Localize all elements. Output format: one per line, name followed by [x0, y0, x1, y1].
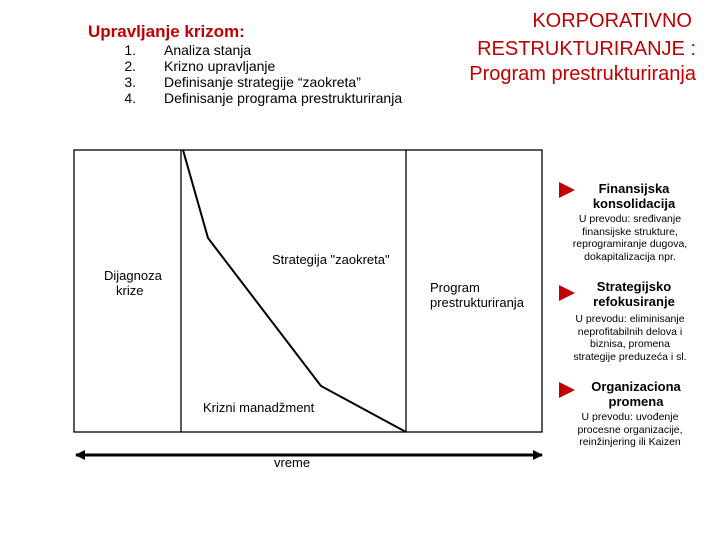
section-desc-line: reinžinjering ili Kaizen — [579, 436, 681, 448]
section-title-line1: Organizaciona — [591, 379, 681, 394]
section-desc-line: finansijske strukture, — [582, 225, 678, 238]
arrow-icon — [559, 182, 575, 198]
strategy-label: Strategija "zaokreta" — [272, 252, 390, 267]
section-title-line1: Finansijska — [598, 181, 670, 196]
diagnosis-label-line1: Dijagnoza — [104, 268, 162, 283]
section-title-line2: konsolidacija — [592, 196, 676, 211]
section-desc-line: biznisa, promena — [590, 338, 670, 350]
restructuring-title-line2: RESTRUKTURIRANJE : — [477, 38, 696, 60]
list-item-number: 4. — [124, 90, 136, 106]
list-item-number: 1. — [124, 42, 136, 58]
section-desc-line: U prevodu: uvođenje — [581, 411, 679, 423]
section-title-line1: Strategijsko — [596, 279, 672, 294]
restructuring-title-line3: Program prestrukturiranja — [469, 63, 696, 85]
section-strategic-title — [574, 279, 694, 309]
section-strategic-desc — [558, 313, 702, 363]
list-item-text: Definisanje programa prestrukturiranja — [164, 90, 403, 106]
section-desc-line: neprofitabilnih delova i — [577, 325, 683, 338]
crisis-curve — [183, 150, 406, 432]
list-item-number: 3. — [124, 74, 136, 90]
arrow-icon — [559, 285, 575, 301]
diagnosis-label-line2: krize — [116, 283, 144, 298]
section-financial-desc — [558, 213, 702, 263]
list-item-text: Analiza stanja — [164, 42, 252, 58]
section-title-line2: refokusiranje — [593, 294, 675, 309]
section-organizational-desc — [558, 411, 702, 449]
crisis-management-heading: Upravljanje krizom: — [88, 22, 245, 41]
section-desc-line: dokapitalizacija npr. — [584, 250, 676, 263]
program-label — [430, 280, 540, 310]
program-label-line2: prestrukturiranja — [430, 295, 524, 310]
section-desc-line: procesne organizacije, — [577, 423, 683, 436]
list-item-text: Definisanje strategije “zaokreta” — [164, 74, 361, 90]
restructuring-title-line1: KORPORATIVNO — [532, 10, 692, 32]
section-financial-title — [574, 181, 694, 211]
list-item-text: Krizno upravljanje — [164, 58, 276, 74]
time-label: vreme — [274, 455, 311, 470]
section-desc-line: U prevodu: eliminisanje — [575, 313, 685, 325]
section-organizational-title — [574, 379, 698, 409]
arrow-icon — [559, 382, 575, 398]
section-desc-line: reprogramiranje dugova, — [572, 238, 688, 250]
crisis-management-label: Krizni manadžment — [203, 400, 315, 415]
program-label-line1: Program — [430, 280, 480, 295]
section-title-line2: promena — [608, 394, 664, 409]
section-desc-line: strategije preduzeća i sl. — [573, 350, 687, 363]
list-item-number: 2. — [124, 58, 136, 74]
diagnosis-label — [104, 268, 174, 298]
section-desc-line: U prevodu: sređivanje — [578, 213, 682, 225]
